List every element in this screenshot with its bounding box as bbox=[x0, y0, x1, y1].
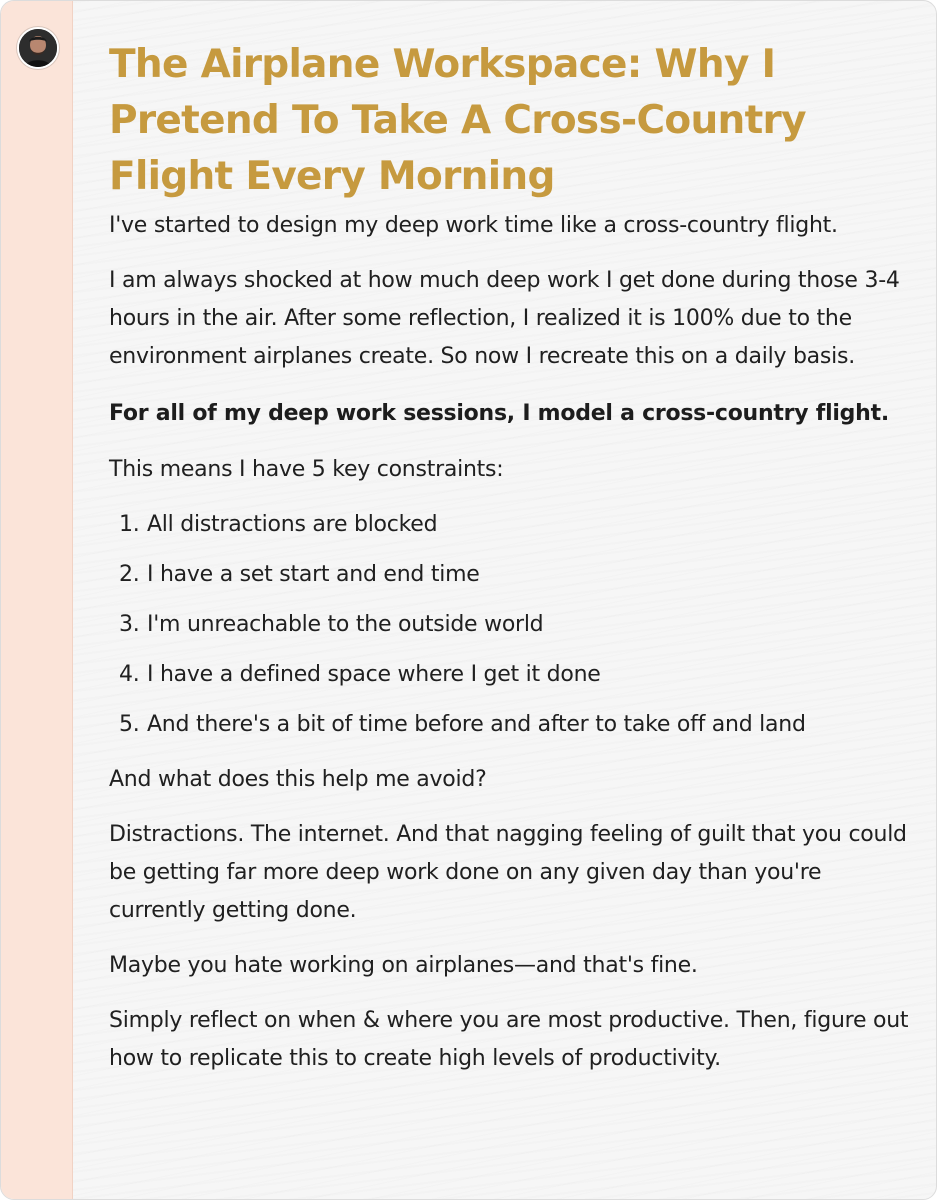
constraints-intro: This means I have 5 key constraints: bbox=[109, 457, 504, 482]
avatar-icon bbox=[19, 29, 57, 67]
list-item bbox=[109, 606, 909, 644]
list-item bbox=[109, 656, 909, 694]
list-number: 2. bbox=[119, 562, 140, 587]
constraints-list bbox=[109, 506, 909, 744]
list-text: I have a defined space where I get it done bbox=[147, 662, 601, 687]
author-avatar[interactable] bbox=[17, 27, 59, 69]
list-item bbox=[109, 556, 909, 594]
list-text: I have a set start and end time bbox=[147, 562, 480, 587]
list-item bbox=[109, 506, 909, 544]
list-text: I'm unreachable to the outside world bbox=[147, 612, 544, 637]
list-number: 5. bbox=[119, 712, 140, 737]
post-content bbox=[109, 37, 909, 1095]
left-accent-strip bbox=[1, 1, 73, 1199]
answer-paragraph: Distractions. The internet. And that nagging feeling of guilt that you could be getting far more deep work done on any given day than you're currently getting done. bbox=[109, 822, 907, 923]
list-number: 3. bbox=[119, 612, 140, 637]
closing-paragraph: Simply reflect on when & where you are most productive. Then, figure out how to replicate this to create high levels of productivity. bbox=[109, 1008, 909, 1071]
list-text: All distractions are blocked bbox=[147, 512, 438, 537]
list-item bbox=[109, 706, 909, 744]
reflection-paragraph: I am always shocked at how much deep work I get done during those 3-4 hours in the air. After some reflection, I realized it is 100% due to the environment airplanes create. So now I recreate this on a daily basis. bbox=[109, 268, 900, 369]
model-statement: For all of my deep work sessions, I model a cross-country flight. bbox=[109, 401, 889, 426]
question-paragraph: And what does this help me avoid? bbox=[109, 767, 487, 792]
list-number: 4. bbox=[119, 662, 140, 687]
intro-paragraph: I've started to design my deep work time like a cross-country flight. bbox=[109, 213, 838, 238]
post-title: The Airplane Workspace: Why I Pretend To Take A Cross-Country Flight Every Morning bbox=[109, 42, 806, 199]
list-text: And there's a bit of time before and after to take off and land bbox=[147, 712, 806, 737]
list-number: 1. bbox=[119, 512, 140, 537]
aside-paragraph: Maybe you hate working on airplanes—and that's fine. bbox=[109, 953, 698, 978]
